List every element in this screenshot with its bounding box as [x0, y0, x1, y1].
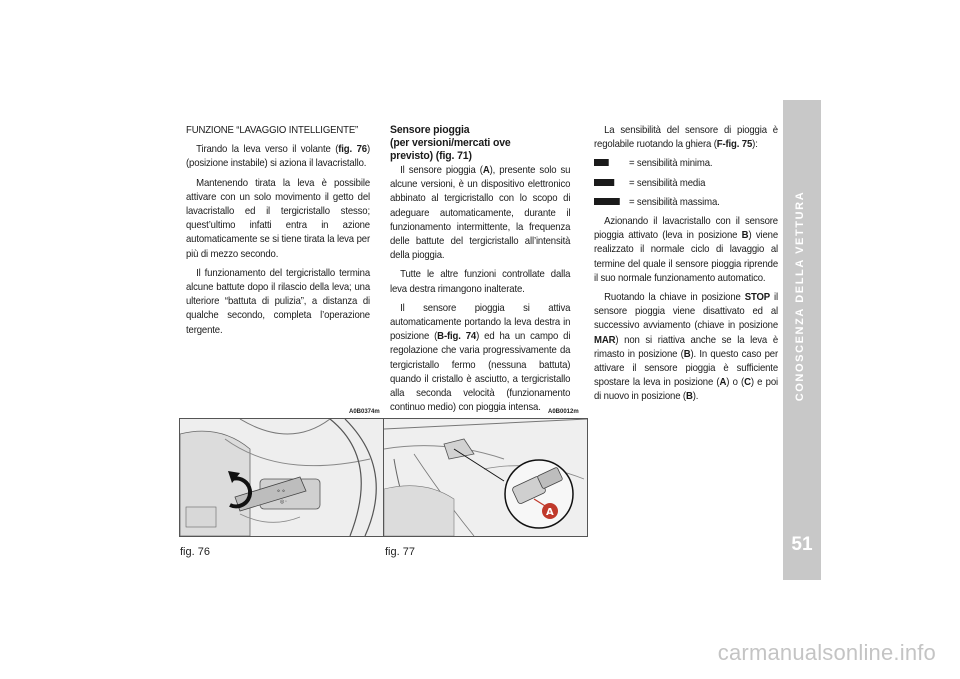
watermark: carmanualsonline.info	[717, 640, 936, 665]
svg-text:⚬⚬: ⚬⚬	[276, 488, 287, 495]
figure-caption: fig. 76	[180, 546, 210, 558]
paragraph: Il sensore pioggia si attiva automaticamente portando la leva destra in posizione (B-fig. 74) ed ha un campo di regolazione che varia progressivamente da tergicristallo fermo (nessuna battuta) quando il cristallo è asciutto, a tergicristallo alla seconda velocità (funzionamento continuo medio) con pioggia intensa.	[390, 302, 571, 414]
section-heading-sensore-pioggia: Sensore pioggia (per versioni/mercati ove previsto) (fig. 71)	[390, 124, 511, 162]
figure-code: A0B0374m	[349, 409, 380, 415]
figure-rain-sensor	[383, 418, 588, 537]
rain-sensor-illustration	[384, 419, 587, 536]
figure-caption: fig. 77	[385, 546, 415, 558]
figure-reference: fig. 76	[338, 144, 367, 156]
paragraph: La sensibilità del sensore di pioggia è regolabile ruotando la ghiera (F-fig. 75):	[594, 125, 778, 151]
callout-label: A	[546, 507, 554, 518]
figure-steering-lever	[179, 418, 384, 537]
sensitivity-max-row: = sensibilità massima.	[594, 196, 778, 210]
paragraph: Tirando la leva verso il volante (fig. 76) (posizione instabile) si aziona il lavacristallo.	[186, 144, 370, 170]
svg-text:◎◦: ◎◦	[280, 499, 288, 505]
paragraph: Il sensore pioggia (A), presente solo su alcune versioni, è un dispositivo elettronico abbinato al tergicristallo con lo scopo di adeguare automaticamente, durante il funzionamento intermittente, la frequenza delle battute del tergicristallo all’intensità della pioggia.	[390, 165, 571, 262]
paragraph: Ruotando la chiave in posizione STOP il sensore pioggia viene disattivato ed al successivo avviamento (chiave in posizione MAR) non si riattiva anche se la leva è rimasto in posizione (B). In questo caso per attivare il sensore pioggia è sufficiente spostare la leva in posizione (A) o (C) e poi di nuovo in posizione (B).	[594, 292, 778, 403]
sensitivity-max-bar	[594, 198, 620, 205]
sensitivity-med-row: = sensibilità media	[594, 177, 778, 191]
steering-lever-illustration	[180, 419, 383, 536]
section-heading-lavaggio: FUNZIONE “LAVAGGIO INTELLIGENTE”	[186, 125, 359, 136]
sensitivity-med-bar	[594, 179, 614, 186]
figure-code: A0B0012m	[548, 409, 579, 415]
text-column-3	[594, 124, 778, 410]
section-title: CONOSCENZA DELLA VETTURA	[794, 190, 806, 402]
text-column-1	[186, 124, 370, 343]
sensitivity-min-row: = sensibilità minima.	[594, 157, 778, 171]
paragraph: Mantenendo tirata la leva è possibile attivare con un solo movimento il getto del lavacristallo ed il tergicristallo stesso; quest’ultimo infatti entra in azione automaticamente se si tiene tirata la leva per più di mezzo secondo.	[186, 177, 370, 260]
text-column-2	[390, 124, 570, 420]
paragraph: Il funzionamento del tergicristallo termina alcune battute dopo il rilascio della leva; una ulteriore “battuta di pulizia”, a distanza di qualche secondo, completa l’operazione tergente.	[186, 267, 370, 336]
paragraph: Tutte le altre funzioni controllate dalla leva destra rimangono inalterate.	[390, 269, 571, 295]
sensitivity-min-bar	[594, 159, 609, 166]
page-number: 51	[791, 534, 813, 555]
paragraph: Azionando il lavacristallo con il sensore pioggia attivato (leva in posizione B) viene realizzato il normale ciclo di lavaggio al termine del quale il sensore pioggia riprende il suo normale funzionamento automatico.	[594, 216, 779, 284]
